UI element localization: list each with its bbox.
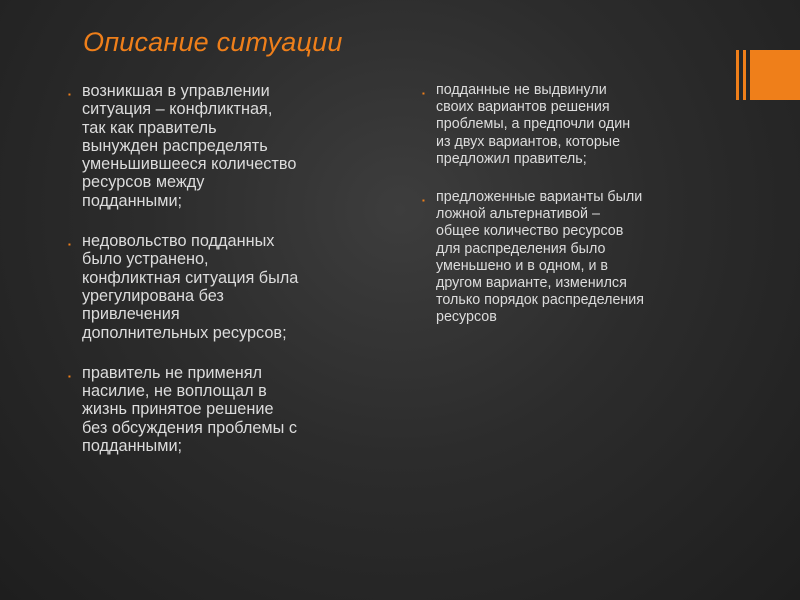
bullet-text-line: ложной альтернативой – (436, 206, 600, 223)
bullet-text-line: ресурсов между (82, 173, 205, 192)
bullet-square-icon: ▪ (68, 240, 71, 250)
bullet-text-line: подданные не выдвинули (436, 82, 607, 98)
bullet-text-line: без обсуждения проблемы с (82, 418, 297, 437)
wide-bar (750, 50, 800, 100)
bullet-item (66, 364, 366, 455)
bullet-item (420, 82, 730, 168)
bullet-item (66, 82, 366, 210)
bullet-text-line: жизнь принятое решение (82, 400, 274, 419)
bullet-text-line: возникшая в управлении (82, 82, 270, 100)
bullet-text-line: своих вариантов решения (436, 99, 610, 116)
bullet-text-line: правитель не применял (82, 363, 263, 382)
bullet-text-line: уменьшено и в одном, и в (436, 257, 609, 274)
bullet-text-line: ситуация – конфликтная, (82, 100, 273, 119)
bullet-text-line: проблемы, а предпочли один (436, 116, 631, 133)
bullet-text-line: из двух вариантов, которые (436, 133, 621, 150)
bullet-text-line: подданными; (82, 437, 183, 456)
bullet-text-line: ресурсов (436, 309, 497, 326)
bullet-text-line: общее количество ресурсов (436, 223, 624, 240)
bullet-square-icon: ▪ (422, 196, 425, 206)
bullet-text-line: насилие, не воплощал в (82, 382, 267, 401)
bullet-square-icon: ▪ (68, 371, 71, 381)
bullet-text-line: подданными; (82, 191, 183, 210)
bullet-text-line: для распределения было (436, 240, 606, 257)
bullet-item (420, 189, 730, 327)
bullet-text-line: дополнительных ресурсов; (82, 323, 287, 342)
bullet-text-line: вынужден распределять (82, 136, 268, 155)
thin-bar-2 (743, 50, 746, 100)
thin-bar-1 (736, 50, 739, 100)
bullet-text-line: недовольство подданных (82, 232, 275, 251)
bullet-square-icon: ▪ (422, 89, 425, 98)
bullet-text-line: конфликтная ситуация была (82, 268, 299, 287)
bullet-square-icon: ▪ (68, 90, 71, 99)
bullet-text-line: так как правитель (82, 118, 217, 137)
orange-bars-decoration (736, 50, 800, 100)
right-bullet-list (420, 82, 730, 348)
bullet-text-line: привлечения (82, 305, 180, 324)
bullet-text-line: предложенные варианты были (436, 189, 643, 206)
bullet-text-line: было устранено, (82, 250, 209, 269)
left-bullet-list (66, 82, 366, 477)
bullet-text-line: только порядок распределения (436, 292, 645, 309)
bullet-text-line: другом варианте, изменился (436, 275, 627, 292)
bullet-text-line: предложил правитель; (436, 150, 587, 167)
bullet-text-line: уменьшившееся количество (82, 155, 297, 174)
slide-title: Описание ситуации (83, 27, 343, 57)
bullet-text-line: урегулирована без (82, 286, 224, 305)
bullet-item (66, 232, 366, 342)
